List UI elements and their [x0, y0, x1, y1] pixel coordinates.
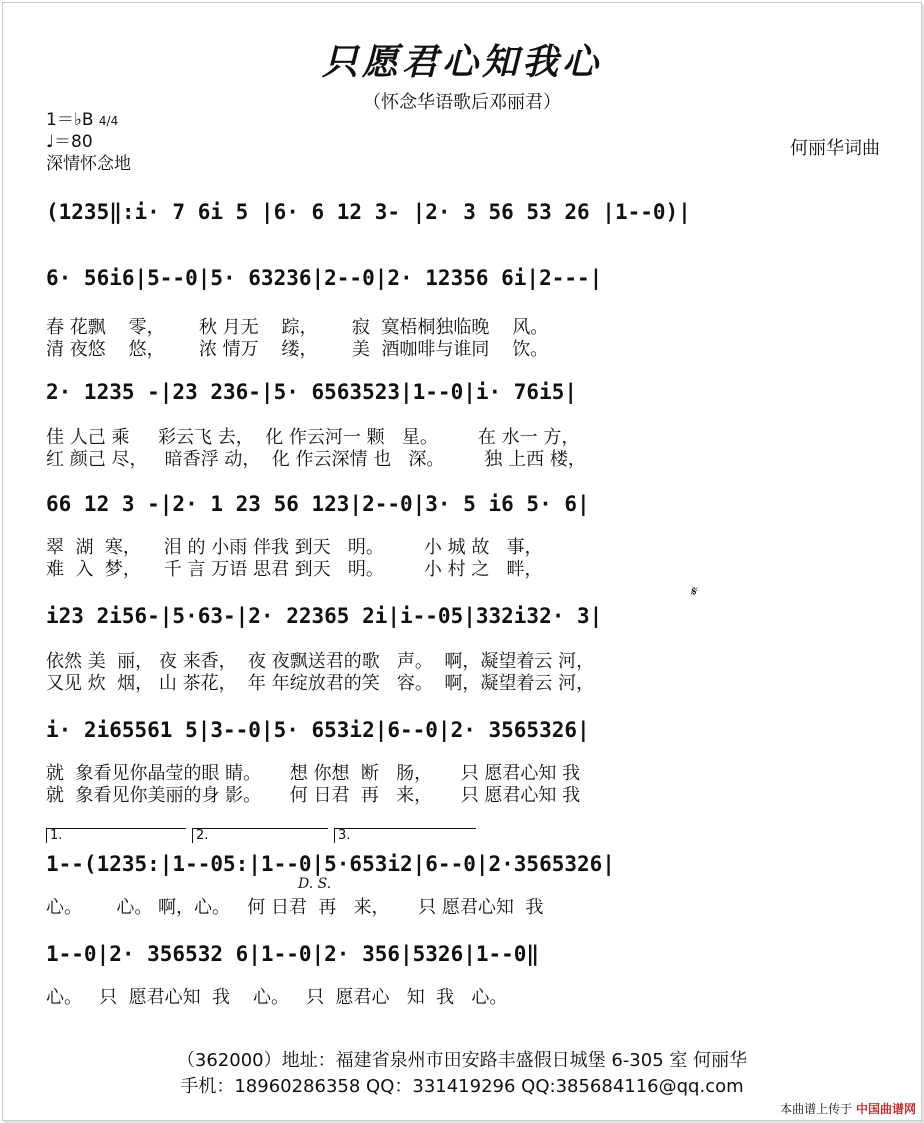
song-title: 只愿君心知我心 [321, 41, 602, 83]
notation-line-4: 66 12 3 -|2· 1 23 56 123|2--0|3· 5 i6 5· 6| [46, 492, 590, 516]
key-signature [46, 110, 118, 131]
lyric-line-7: 心。 心。 啊，心。 何 日君 再 来， 只 愿君心知 我 [46, 897, 544, 918]
lyric-line-3b: 红 颜己 尽， 暗香浮 动， 化 作云深情 也 深。 独 上西 楼， [46, 449, 586, 470]
ds-mark: D. S. [298, 876, 332, 892]
lyric-line-2b: 清 夜悠 悠， 浓 情万 缕， 美 酒咖啡与谁同 饮。 [46, 339, 549, 360]
footer-address: （362000）地址：福建省泉州市田安路丰盛假日城堡 6-305 室 何丽华 [176, 1050, 748, 1071]
site-watermark [780, 1100, 916, 1117]
lyric-line-2a: 春 花飘 零， 秋 月无 踪， 寂 寞梧桐独临晚 风。 [46, 317, 549, 338]
notation-line-7: 1--(1235:|1--05:|1--0|5·653i2|6--0|2·3565326| [46, 852, 615, 876]
song-subtitle: （怀念华语歌后邓丽君） [363, 92, 561, 113]
lyric-line-6b: 就 象看见你美丽的身 影。 何 日君 再 来， 只 愿君心知 我 [46, 785, 581, 806]
footer-contact: 手机：18960286358 QQ：331419296 QQ:385684116@qq.com [180, 1076, 744, 1097]
notation-line-3: 2· 1235 -|23 236-|5· 6563523|1--0|i· 76i5| [46, 380, 578, 404]
notation-line-5: i23 2i56-|5·63-|2· 22365 2i|i--05|332i32· 3| [46, 604, 603, 628]
time-signature: 4/4 [98, 114, 119, 128]
segno-mark: 𝄋 [690, 584, 697, 600]
volta-3: 3. [334, 828, 476, 843]
lyric-line-8: 心。 只 愿君心知 我 心。 只 愿君心 知 我 心。 [46, 987, 508, 1008]
lyric-line-4a: 翠 湖 寒， 泪 的 小雨 伴我 到天 明。 小 城 故 事， [46, 537, 543, 558]
expression-mark: 深情怀念地 [46, 154, 131, 174]
notation-line-1: (1235‖:i· 7 6i 5 |6· 6 12 3- |2· 3 56 53 26 |1--0)| [46, 200, 691, 224]
notation-line-2: 6· 56i6|5--0|5· 63236|2--0|2· 12356 6i|2---| [46, 266, 603, 290]
author-credit: 何丽华词曲 [790, 138, 880, 159]
lyric-line-6a: 就 象看见你晶莹的眼 睛。 想 你想 断 肠， 只 愿君心知 我 [46, 763, 581, 784]
volta-2: 2. [192, 828, 328, 843]
lyric-line-3a: 佳 人己 乘 彩云飞 去， 化 作云河一 颗 星。 在 水一 方， [46, 427, 580, 448]
lyric-line-5a: 依然 美 丽， 夜 来香， 夜 夜飘送君的歌 声。 啊，凝望着云 河， [46, 651, 595, 672]
watermark-site: 中国曲谱网 [855, 1102, 916, 1116]
notation-line-6: i· 2i65561 5|3--0|5· 653i2|6--0|2· 3565326| [46, 718, 590, 742]
notation-line-8: 1--0|2· 356532 6|1--0|2· 356|5326|1--0‖ [46, 942, 540, 966]
lyric-line-4b: 难 入 梦， 千 言 万语 思君 到天 明。 小 村 之 畔， [46, 559, 543, 580]
lyric-line-5b: 又见 炊 烟， 山 茶花， 年 年绽放君的笑 容。 啊，凝望着云 河， [46, 673, 595, 694]
volta-1: 1. [46, 828, 186, 843]
watermark-prefix: 本曲谱上传于 [780, 1102, 853, 1116]
key-label: 1＝♭B [46, 110, 94, 130]
tempo: ♩＝80 [46, 132, 93, 152]
